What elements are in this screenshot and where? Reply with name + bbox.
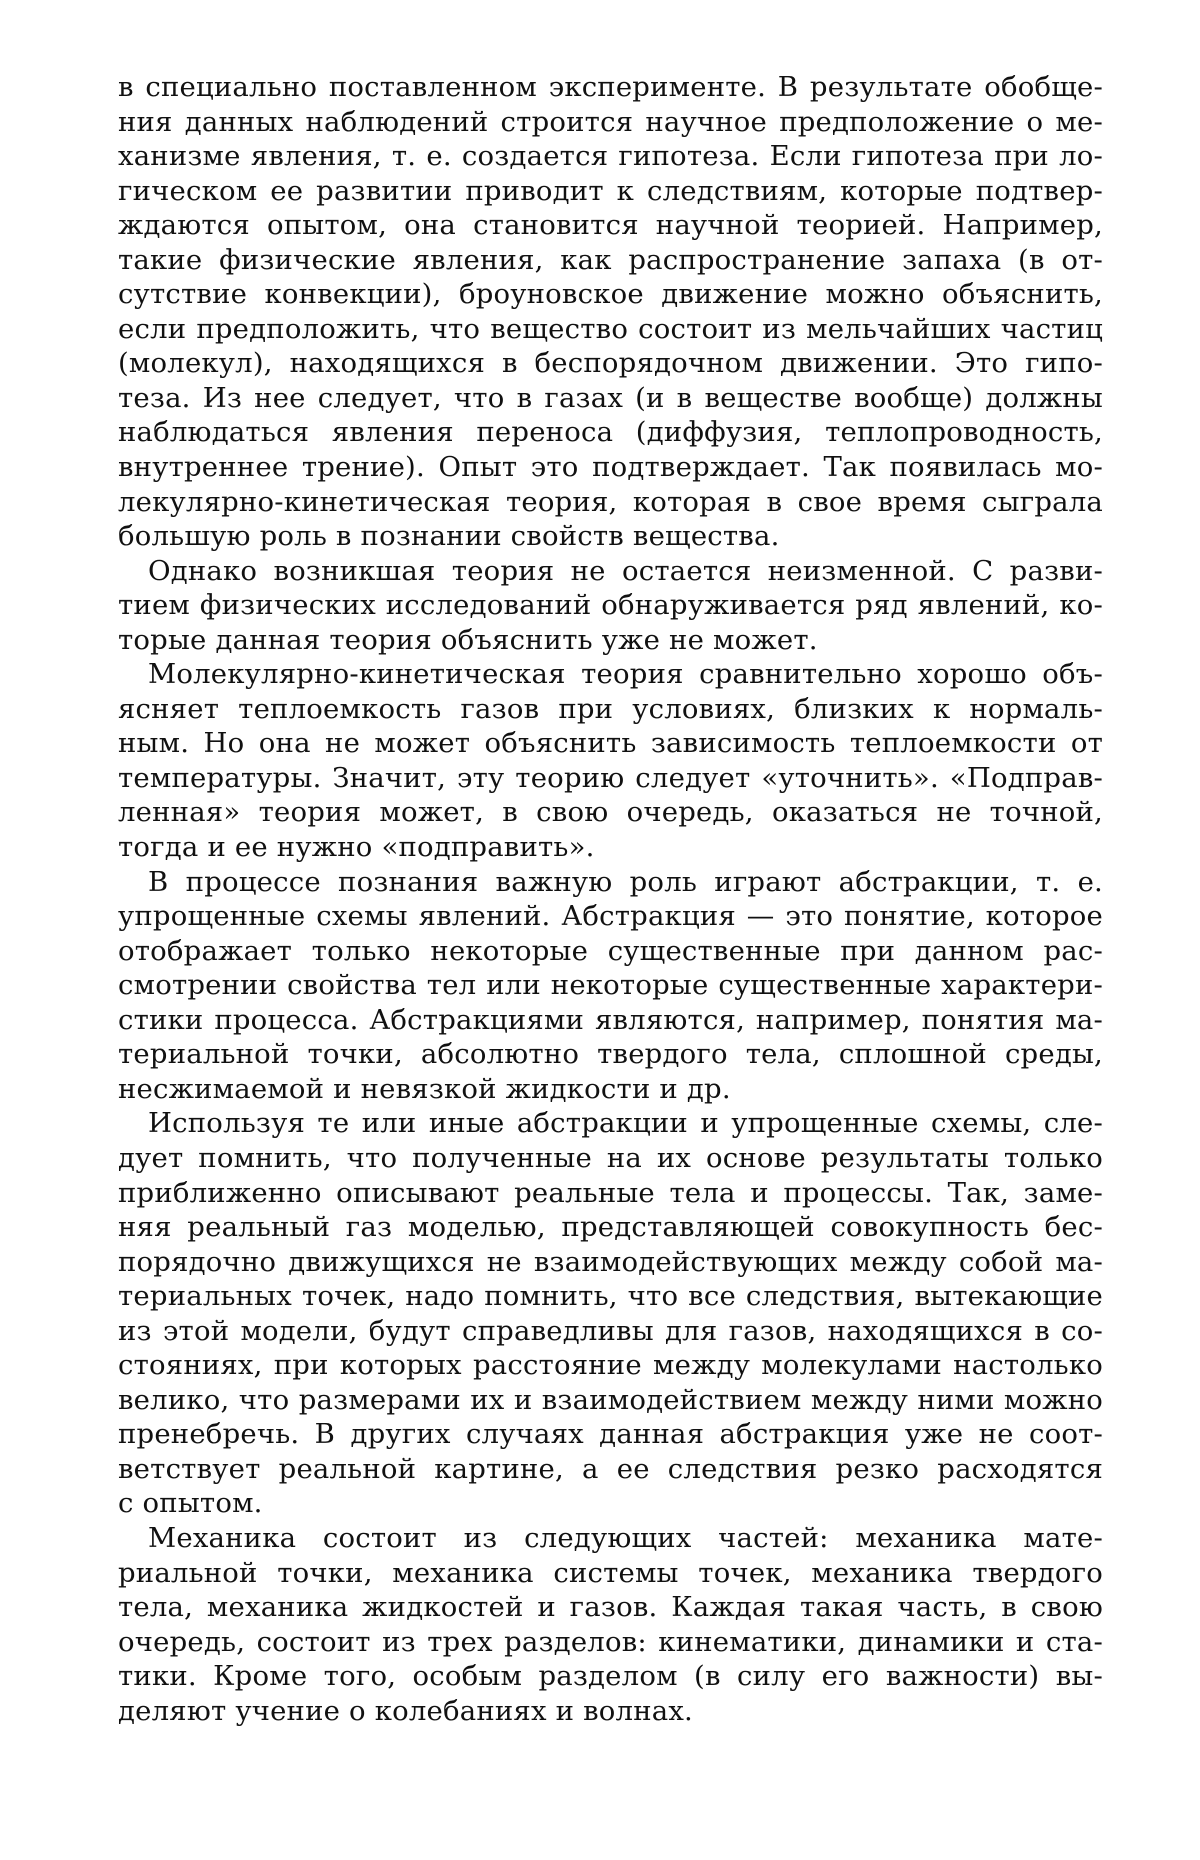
text-line: стояниях, при которых расстояние между молекулами настолько [118, 1349, 1103, 1382]
text-line: с опытом. [118, 1487, 263, 1520]
text-line: лекулярно-кинетическая теория, которая в свое время сыграла [118, 485, 1103, 518]
paragraph [118, 1106, 1103, 1521]
text-line: тики. Кроме того, особым разделом (в силу его важности) вы- [118, 1660, 1103, 1693]
text-line: деляют учение о колебаниях и волнах. [118, 1694, 693, 1727]
text-line: ленная» теория может, в свою очередь, оказаться не точной, [118, 796, 1103, 829]
text-line: упрощенные схемы явлений. Абстракция — это понятие, которое [118, 900, 1103, 933]
paragraph [118, 554, 1103, 658]
text-line: ждаются опытом, она становится научной теорией. Например, [118, 209, 1103, 242]
text-line: Молекулярно-кинетическая теория сравнительно хорошо объ- [148, 658, 1103, 691]
text-line: температуры. Значит, эту теорию следует «уточнить». «Подправ- [118, 761, 1103, 794]
paragraph [118, 657, 1103, 864]
text-line: наблюдаться явления переноса (диффузия, теплопроводность, [118, 416, 1103, 449]
text-line: тием физических исследований обнаруживается ряд явлений, ко- [118, 589, 1103, 622]
text-line: очередь, состоит из трех разделов: кинематики, динамики и ста- [118, 1625, 1103, 1658]
text-line: внутреннее трение). Опыт это подтверждает. Так появилась мо- [118, 451, 1103, 484]
text-line: такие физические явления, как распространение запаха (в от- [118, 243, 1103, 276]
page-text [118, 70, 1103, 1728]
text-line: велико, что размерами их и взаимодействием между ними можно [118, 1383, 1103, 1416]
text-line: из этой модели, будут справедливы для газов, находящихся в со- [118, 1314, 1103, 1347]
paragraph [118, 70, 1103, 554]
text-line: в специально поставленном эксперименте. В результате обобще- [118, 71, 1103, 103]
text-line: дует помнить, что полученные на их основе результаты только [118, 1141, 1103, 1174]
text-line: несжимаемой и невязкой жидкости и др. [118, 1072, 731, 1105]
paragraph [118, 865, 1103, 1107]
text-line: гическом ее развитии приводит к следствиям, которые подтвер- [118, 174, 1103, 207]
text-line: (молекул), находящихся в беспорядочном движении. Это гипо- [118, 347, 1103, 380]
text-line: няя реальный газ моделью, представляющей совокупность бес- [118, 1211, 1103, 1244]
text-line: отображает только некоторые существенные при данном рас- [118, 934, 1103, 967]
text-line: смотрении свойства тел или некоторые существенные характери- [118, 969, 1103, 1002]
text-line: сутствие конвекции), броуновское движение можно объяснить, [118, 278, 1103, 311]
paragraph [118, 1521, 1103, 1728]
text-line: териальных точек, надо помнить, что все следствия, вытекающие [118, 1280, 1103, 1313]
text-line: приближенно описывают реальные тела и процессы. Так, заме- [118, 1176, 1103, 1209]
text-line: порядочно движущихся не взаимодействующих между собой ма- [118, 1245, 1103, 1278]
text-line: риальной точки, механика системы точек, механика твердого [118, 1556, 1103, 1589]
text-line: торые данная теория объяснить уже не может. [118, 623, 818, 656]
text-line: пренебречь. В других случаях данная абстракция уже не соот- [118, 1418, 1103, 1451]
text-line: ветствует реальной картине, а ее следствия резко расходятся [118, 1452, 1103, 1485]
text-line: тела, механика жидкостей и газов. Каждая такая часть, в свою [118, 1591, 1103, 1624]
text-line: ясняет теплоемкость газов при условиях, близких к нормаль- [118, 692, 1103, 725]
text-line: Однако возникшая теория не остается неизменной. С разви- [148, 554, 1103, 587]
text-line: большую роль в познании свойств вещества. [118, 520, 780, 553]
text-line: теза. Из нее следует, что в газах (и в веществе вообще) должны [118, 381, 1103, 414]
text-line: Используя те или иные абстракции и упрощенные схемы, сле- [148, 1107, 1103, 1140]
text-line: стики процесса. Абстракциями являются, например, понятия ма- [118, 1003, 1103, 1036]
text-line: если предположить, что вещество состоит из мельчайших частиц [118, 312, 1103, 345]
text-line: териальной точки, абсолютно твердого тела, сплошной среды, [118, 1038, 1103, 1071]
text-line: Механика состоит из следующих частей: механика мате- [148, 1521, 1103, 1554]
text-line: ханизме явления, т. е. создается гипотеза. Если гипотеза при ло- [118, 140, 1103, 173]
text-line: ния данных наблюдений строится научное предположение о ме- [118, 105, 1103, 138]
text-line: В процессе познания важную роль играют абстракции, т. е. [148, 865, 1103, 898]
text-line: ным. Но она не может объяснить зависимость теплоемкости от [118, 727, 1103, 760]
text-line: тогда и ее нужно «подправить». [118, 831, 595, 864]
